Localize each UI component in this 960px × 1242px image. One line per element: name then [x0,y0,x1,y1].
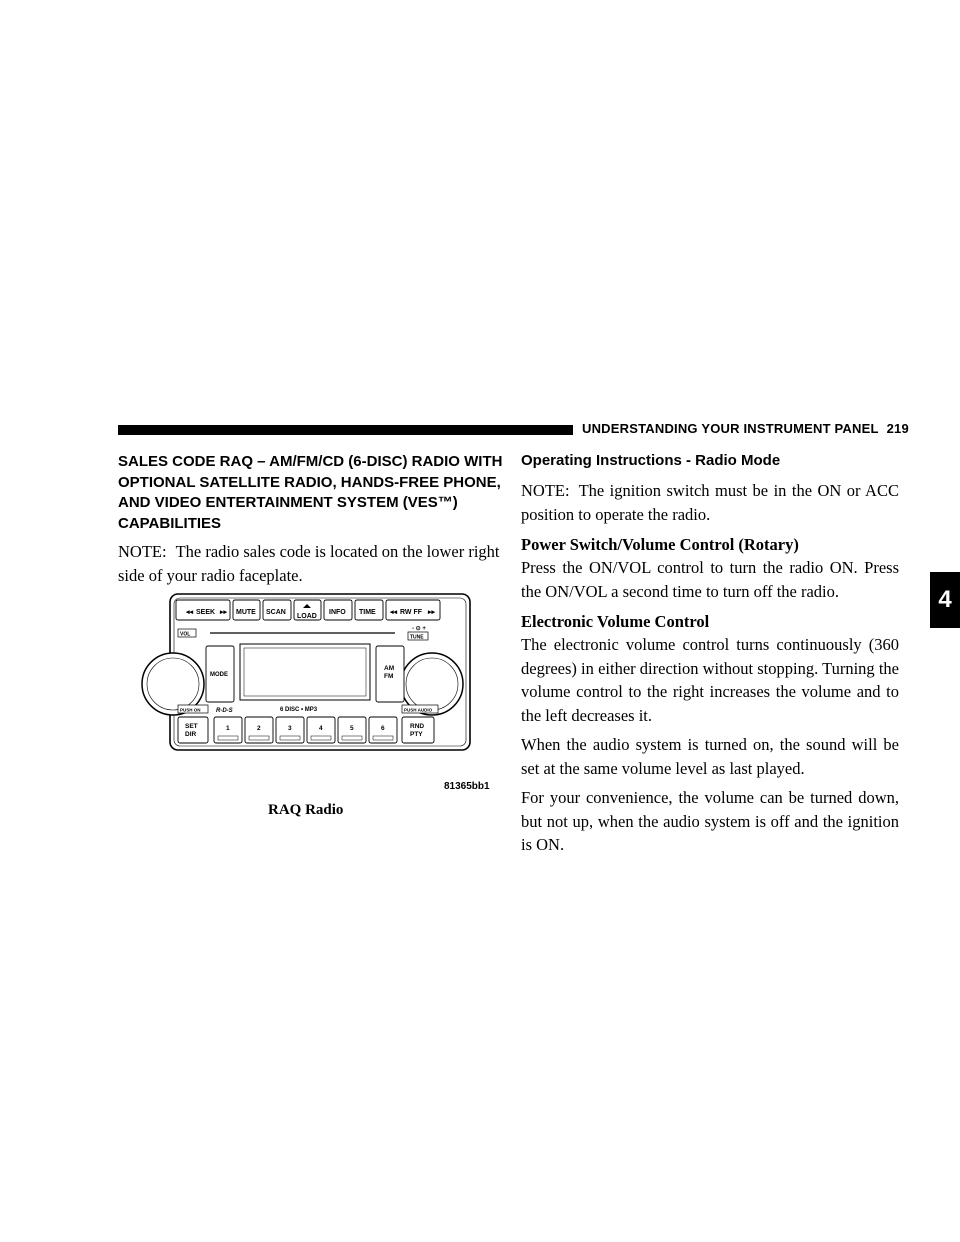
running-header [582,421,909,436]
vol-label: VOL [180,631,191,638]
rnd-label: RND [410,723,425,730]
mute-label: MUTE [236,609,256,616]
evc-heading: Electronic Volume Control [521,612,710,631]
tune-label: TUNE [410,634,424,641]
left-note [118,540,504,587]
set-dir-button [178,717,208,743]
page-number: 219 [886,421,909,436]
rwff-label: RW FF [400,609,423,616]
disc-label: 6 DISC • MP3 [280,707,318,713]
set-label: SET [185,723,198,730]
push-audio-label: PUSH AUDIO [404,707,433,713]
right-note-label: NOTE: [521,481,570,500]
operating-instructions-heading: Operating Instructions - Radio Mode [521,452,781,469]
scan-label: SCAN [266,609,286,616]
note-label: NOTE: [118,542,167,561]
figure-caption: RAQ Radio [268,802,344,818]
dir-label: DIR [185,731,197,738]
rnd-pty-button [402,717,434,743]
right-note [521,479,899,526]
push-on-label: PUSH ON [180,707,201,713]
right-note-text: The ignition switch must be in the ON or ACC position to operate the radio. [521,481,899,524]
svg-text:▸▸: ▸▸ [428,609,436,616]
load-label: LOAD [297,613,317,620]
preset-5-label: 5 [350,725,354,732]
section-title: SALES CODE RAQ – AM/FM/CD (6-DISC) RADIO WITH OPTIONAL SATELLITE RADIO, HANDS-FREE PHONE, AND VIDEO ENTERTAINMENT SYSTEM (VES™) CAPABILITIES [118,453,503,532]
evc-text-1: The electronic volume control turns continuously (360 degrees) in either direction without stopping. Turning the volume control to the right increases the volume and to the left decreases it. [521,635,899,725]
power-switch-text: Press the ON/VOL control to turn the radio ON. Press the ON/VOL a second time to turn off the radio. [521,558,899,601]
preset-1-label: 1 [226,725,230,732]
preset-3-label: 3 [288,725,292,732]
right-column [521,452,899,857]
rds-logo: R-D-S [216,708,233,714]
pty-label: PTY [410,731,423,738]
mode-label: MODE [210,672,228,678]
note-text: The radio sales code is located on the lower right side of your radio faceplate. [118,542,500,585]
seek-label: SEEK [196,609,216,616]
chapter-tab: 4 [930,572,960,628]
figure-code: 81365bb1 [444,781,490,792]
preset-2-label: 2 [257,725,261,732]
svg-text:▸▸: ▸▸ [220,609,228,616]
evc-text-2: When the audio system is turned on, the sound will be set at the same volume level as last played. [521,735,899,778]
fm-label: FM [384,673,394,680]
power-switch-heading: Power Switch/Volume Control (Rotary) [521,535,799,554]
am-label: AM [384,665,395,672]
preset-4-label: 4 [319,725,323,732]
svg-text:◂◂: ◂◂ [390,609,398,616]
preset-6-label: 6 [381,725,385,732]
svg-text:- ⊙ +: - ⊙ + [412,626,426,632]
header-rule [118,425,573,435]
time-label: TIME [359,609,376,616]
svg-text:◂◂: ◂◂ [186,609,194,616]
evc-text-3: For your convenience, the volume can be turned down, but not up, when the audio system is off and the ignition is ON. [521,788,899,854]
display-window [240,644,370,700]
running-header-title: UNDERSTANDING YOUR INSTRUMENT PANEL [582,421,879,436]
info-label: INFO [329,609,346,616]
